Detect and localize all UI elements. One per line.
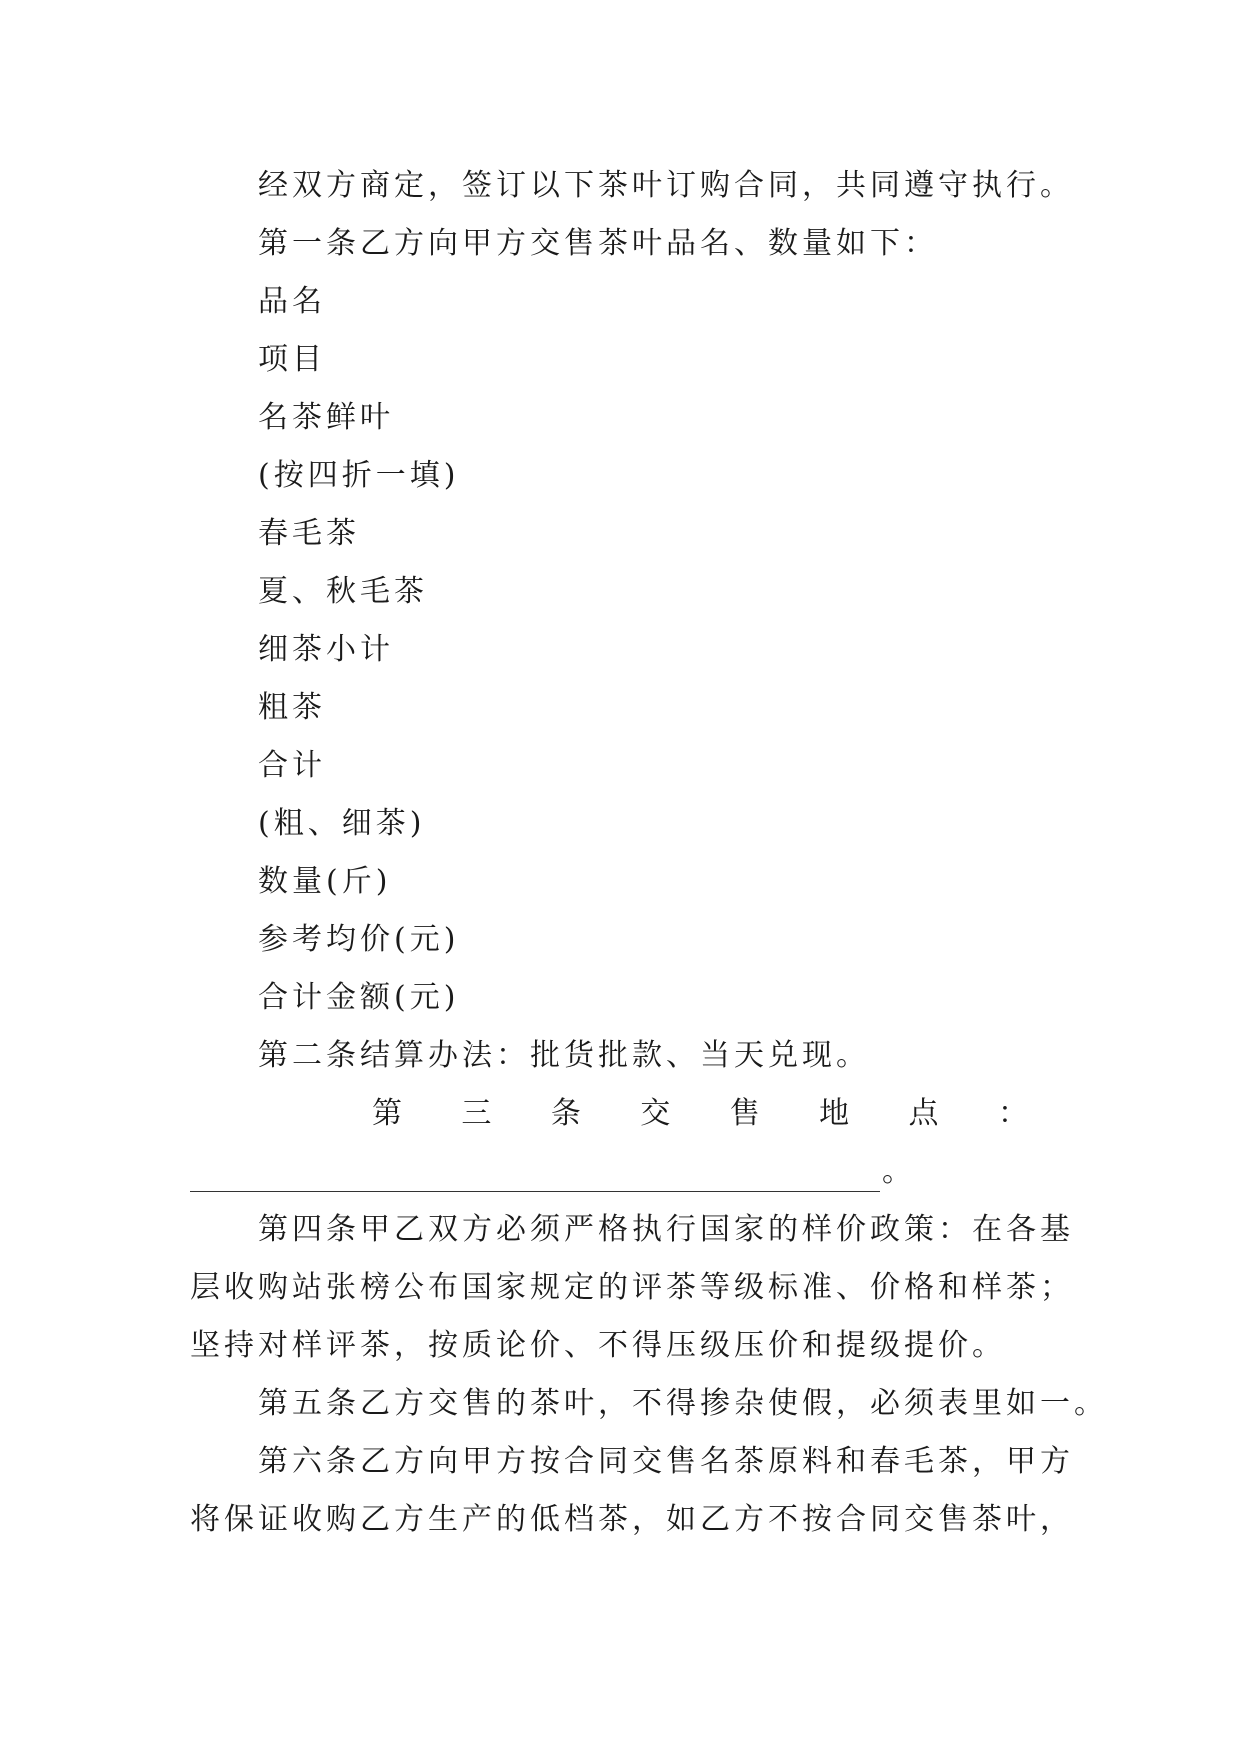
article-1: 第一条乙方向甲方交售茶叶品名、数量如下：: [258, 226, 938, 261]
table-item: 品名: [258, 284, 326, 319]
table-item: 粗茶: [258, 690, 326, 725]
article-3-char: 交: [640, 1096, 675, 1131]
table-item: 项目: [258, 342, 326, 377]
blank-underline: [190, 1165, 880, 1192]
article-2: 第二条结算办法：批货批款、当天兑现。: [258, 1038, 870, 1073]
article-3-char: 三: [461, 1096, 496, 1131]
article-3-char: 点: [908, 1096, 943, 1131]
article-5: 第五条乙方交售的茶叶，不得掺杂使假，必须表里如一。: [258, 1386, 1108, 1421]
article-3-char: 条: [550, 1096, 585, 1131]
intro-paragraph: 经双方商定，签订以下茶叶订购合同，共同遵守执行。: [258, 168, 1074, 203]
article-3-char: 第: [372, 1096, 406, 1131]
table-item: 名茶鲜叶: [258, 400, 394, 435]
table-item: 合计金额(元): [258, 980, 460, 1015]
article-4-line-3: 坚持对样评茶，按质论价、不得压级压价和提级提价。: [190, 1328, 1006, 1363]
article-6-line-1: 第六条乙方向甲方按合同交售名茶原料和春毛茶，甲方: [258, 1444, 1074, 1479]
table-item: 夏、秋毛茶: [258, 574, 428, 609]
table-item: 春毛茶: [258, 516, 360, 551]
table-item: 细茶小计: [258, 632, 394, 667]
article-3-char: 售: [729, 1096, 764, 1131]
article-4-line-1: 第四条甲乙双方必须严格执行国家的样价政策：在各基: [258, 1212, 1074, 1247]
article-6-line-2: 将保证收购乙方生产的低档茶，如乙方不按合同交售茶叶，: [190, 1502, 1074, 1537]
table-item: 数量(斤): [258, 864, 392, 899]
table-item: 合计: [258, 748, 326, 783]
table-item: (粗、细茶): [258, 806, 426, 841]
table-item: 参考均价(元): [258, 922, 460, 957]
article-3-char: 地: [819, 1096, 854, 1131]
article-3-end: 。: [882, 1154, 916, 1189]
article-3-heading: [372, 1094, 1032, 1134]
table-item: (按四折一填): [258, 458, 460, 493]
location-blank: [190, 1152, 916, 1192]
article-4-line-2: 层收购站张榜公布国家规定的评茶等级标准、价格和样茶；: [190, 1270, 1074, 1305]
article-3-char: ：: [997, 1096, 1032, 1131]
